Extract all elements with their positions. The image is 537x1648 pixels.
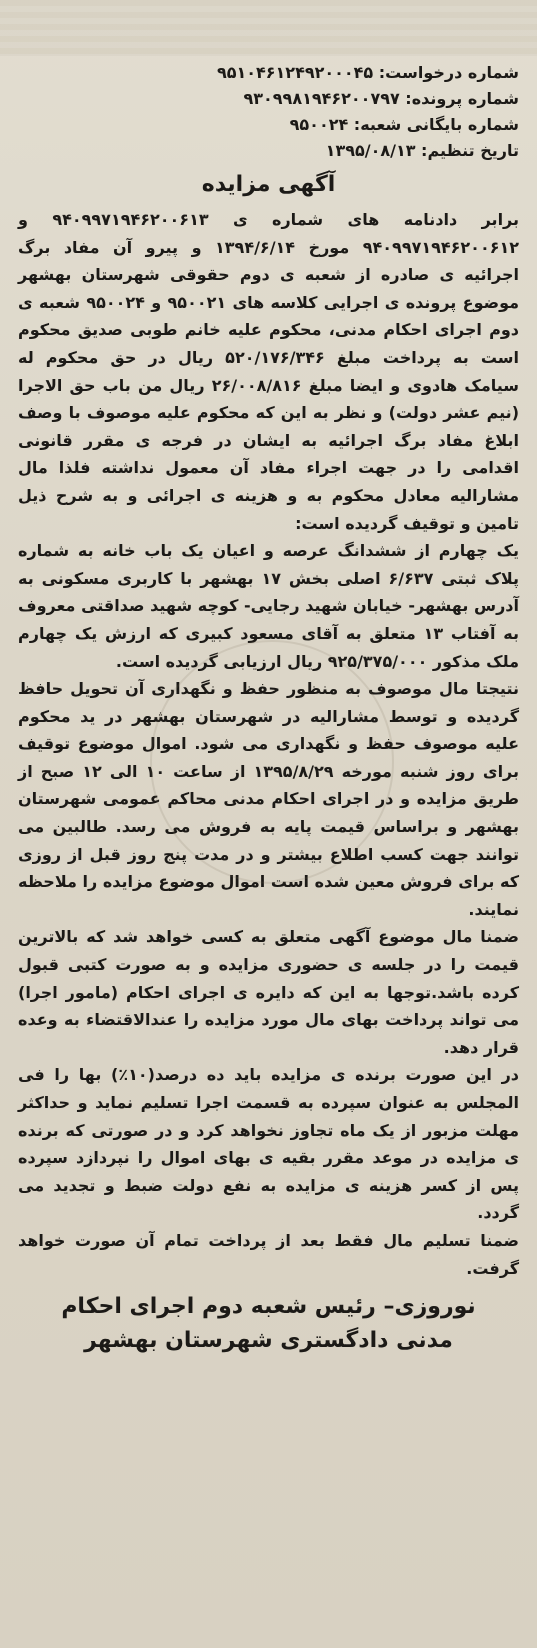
paragraph-delivery: ضمنا تسلیم مال فقط بعد از پرداخت تمام آن صورت خواهد گرفت. bbox=[18, 1230, 519, 1278]
case-number: شماره پرونده: ۹۳۰۹۹۸۱۹۴۶۲۰۰۷۹۷ bbox=[243, 89, 519, 108]
request-number: شماره درخواست: ۹۵۱۰۴۶۱۲۴۹۲۰۰۰۴۵ bbox=[216, 63, 519, 82]
previous-column-bleed bbox=[0, 0, 537, 56]
issue-date: تاریخ تنظیم: ۱۳۹۵/۰۸/۱۳ bbox=[325, 141, 519, 160]
notice-header bbox=[18, 60, 519, 164]
archive-number: شماره بایگانی شعبه: ۹۵۰۰۲۴ bbox=[289, 115, 519, 134]
paragraph-verdict: برابر دادنامه های شماره ی ۹۴۰۹۹۷۱۹۴۶۲۰۰۶۱۳ و ۹۴۰۹۹۷۱۹۴۶۲۰۰۶۱۲ مورخ ۱۳۹۴/۶/۱۴ و پیرو آن مفاد برگ اجرائیه ی صادره از شعبه ی دوم حقوقی شهرستان بهشهر موضوع پرونده ی اجرایی کلاسه های ۹۵۰۰۲۱ و ۹۵۰۰۲۴ شعبه ی دوم اجرای احکام مدنی، محکوم علیه خانم طوبی صدیق محکوم است به پرداخت مبلغ ۵۲۰/۱۷۶/۳۴۶ ریال در حق محکوم له سیامک هادوی و ایضا مبلغ ۲۶/۰۰۸/۸۱۶ ریال من باب حق الاجرا (نیم عشر دولت) و نظر به این که محکوم علیه موصوف با وصف ابلاغ مفاد برگ اجرائیه به ایشان در فرجه ی مقرر قانونی اقدامی را در جهت اجراء مفاد آن معمول نداشته فلذا مال مشارالیه معادل محکوم به و هزینه ی اجرائی و به شرح ذیل تامین و توقیف گردیده است: bbox=[18, 210, 520, 533]
notice-title: آگهی مزایده bbox=[201, 172, 336, 197]
signature-line-1: نوروزی– رئیس شعبه دوم اجرای احکام bbox=[61, 1294, 476, 1320]
notice-body bbox=[18, 206, 519, 1282]
paragraph-property: یک چهارم از ششدانگ عرصه و اعیان یک باب خانه به شماره پلاک ثبتی ۶/۶۳۷ اصلی بخش ۱۷ بهشهر با کاربری مسکونی به آدرس بهشهر- خیابان شهید رجایی- کوچه شهید صداقتی معروف به آفتاب ۱۳ متعلق به آقای مسعود کبیری که ارزش یک چهارم ملک مذکور ۹۲۵/۳۷۵/۰۰۰ ریال ارزیابی گردیده است. bbox=[18, 541, 519, 671]
paragraph-auction-time: نتیجتا مال موصوف به منظور حفظ و نگهداری آن تحویل حافظ گردیده و توسط مشارالیه در شهرستان بهشهر در ید محکوم علیه موصوف حفظ و نگهداری می شود. اموال موضوع توقیف برای روز شنبه مورخه ۱۳۹۵/۸/۲۹ از ساعت ۱۰ الی ۱۲ صبح از طریق مزایده و در اجرای احکام مدنی محاکم عمومی شهرستان بهشهر و براساس قیمت پایه به فروش می رسد. طالبین می توانند جهت کسب اطلاع بیشتر و در مدت پنج روز قبل از روزی که برای فروش معین شده است اموال موضوع مزایده را ملاحظه نمایند. bbox=[18, 679, 520, 919]
signature-line-2: مدنی دادگستری شهرستان بهشهر bbox=[84, 1328, 453, 1354]
paragraph-deposit: در این صورت برنده ی مزایده باید ده درصد(۱۰٪) بها را فی المجلس به عنوان سپرده به قسمت اجرا تسلیم نماید و حداکثر مهلت مزبور از یک ماه تجاوز نخواهد کرد و در صورتی که برنده ی مزایده در موعد مقرر بقیه ی بهای اموال را نپردازد سپرده پس از کسر هزینه ی مزایده به نفع دولت ضبط و تجدید می گردد. bbox=[18, 1065, 520, 1223]
paragraph-highest-bid: ضمنا مال موضوع آگهی متعلق به کسی خواهد شد که بالاترین قیمت را در جلسه ی حضوری مزایده و به صورت کتبی قبول کرده باشد.توجها به این که دایره ی اجرای احکام (مامور اجرا) می تواند پرداخت بهای مال مورد مزایده را عندالاقتضاء به وعده قرار دهد. bbox=[18, 927, 519, 1057]
signature-block bbox=[18, 1290, 519, 1358]
